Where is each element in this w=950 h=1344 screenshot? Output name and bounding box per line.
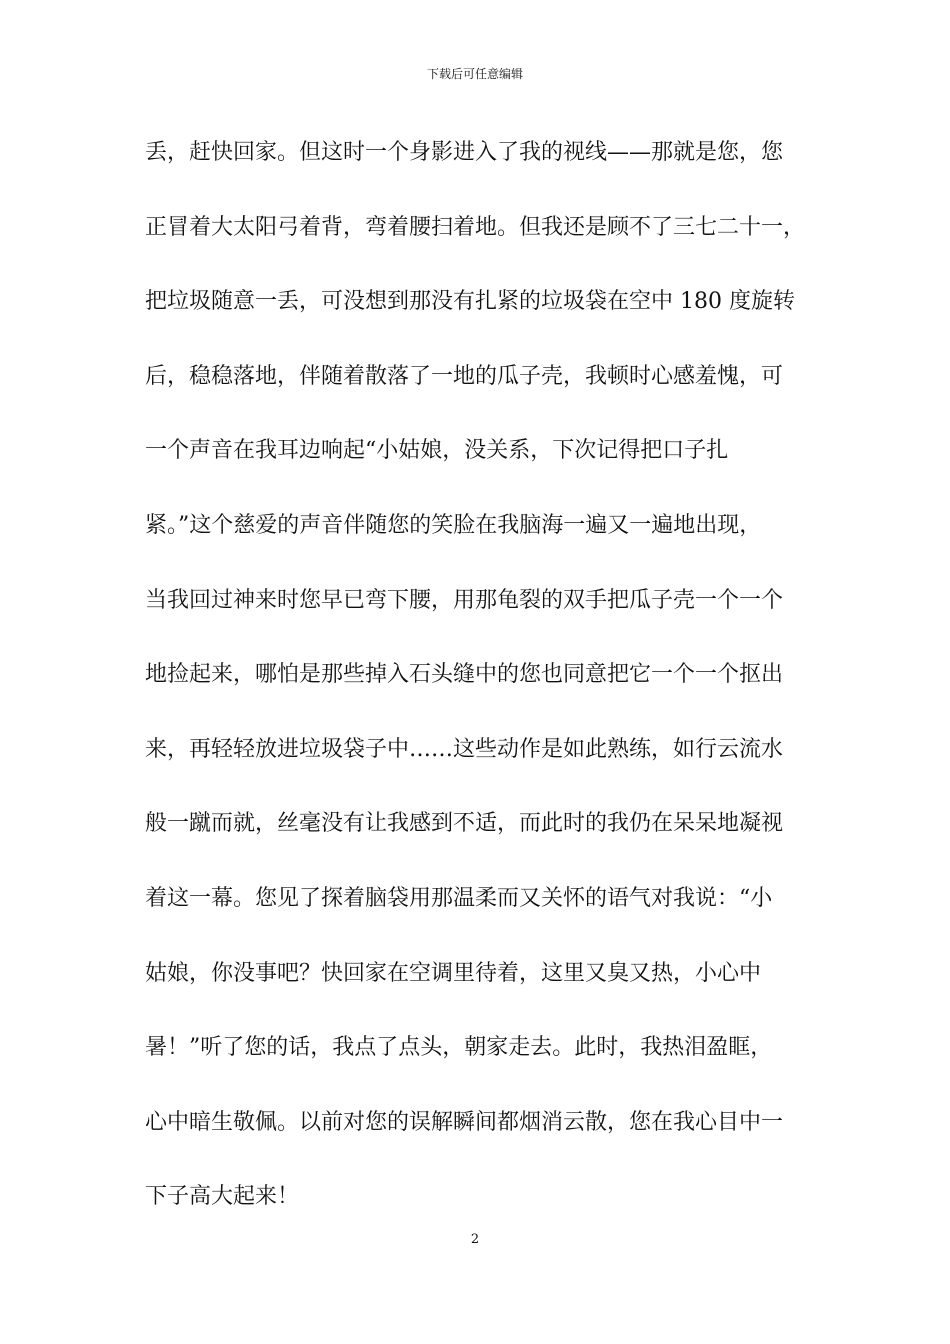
text-line: 后，稳稳落地，伴随着散落了一地的瓜子壳，我顿时心感羞愧，可 (145, 363, 784, 389)
text-line: 地捡起来，哪怕是那些掉入石头缝中的您也同意把它一个一个抠出 (145, 662, 784, 688)
body-text (145, 133, 815, 1252)
text-line: 姑娘，你没事吧？快回家在空调里待着，这里又臭又热，小心中 (145, 960, 762, 986)
text-line: 把垃圾随意一丢，可没想到那没有扎紧的垃圾袋在空中 180 度旋转 (145, 289, 795, 315)
text-line: 暑！”听了您的话，我点了点头，朝家走去。此时，我热泪盈眶， (145, 1035, 773, 1061)
text-line: 着这一幕。您见了探着脑袋用那温柔而又关怀的语气对我说：“小 (145, 885, 773, 911)
text-line: 下子高大起来！ (145, 1184, 300, 1210)
text-line: 紧。”这个慈爱的声音伴随您的笑脸在我脑海一遍又一遍地出现， (145, 512, 762, 538)
text-line: 当我回过神来时您早已弯下腰，用那龟裂的双手把瓜子壳一个一个 (145, 587, 784, 613)
page-number: 2 (470, 1232, 480, 1247)
text-line: 心中暗生敬佩。以前对您的误解瞬间都烟消云散，您在我心目中一 (145, 1109, 784, 1135)
text-line: 正冒着大太阳弓着背，弯着腰扫着地。但我还是顾不了三七二十一， (145, 214, 806, 240)
text-line: 般一蹴而就，丝毫没有让我感到不适，而此时的我仍在呆呆地凝视 (145, 811, 784, 837)
page-header: 下载后可任意编辑 (426, 67, 523, 81)
text-line: 一个声音在我耳边响起“小姑娘，没关系，下次记得把口子扎 (145, 438, 729, 464)
text-line: 丢，赶快回家。但这时一个身影进入了我的视线——那就是您，您 (145, 140, 784, 165)
text-line: 来，再轻轻放进垃圾袋子中……这些动作是如此熟练，如行云流水 (145, 736, 784, 762)
